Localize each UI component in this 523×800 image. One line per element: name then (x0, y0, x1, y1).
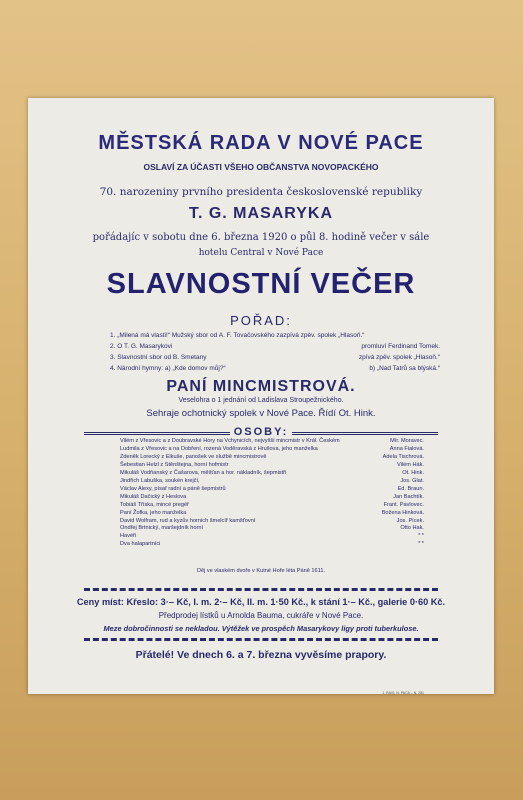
cast-row: Šebestian Helzl z Stěnštejna, horní hofmistr Vilém Hák. (120, 461, 424, 468)
program-heading: POŘAD: (230, 313, 292, 328)
cast-row: Havéři * * (120, 533, 424, 540)
cast-row: Jindřich Labuška, soukén krejčí, Jos. Glat. (120, 477, 424, 484)
play-performers: Sehraje ochotnický spolek v Nové Pace. Řídí Ot. Hink. (146, 408, 376, 419)
presale-info: Předprodej lístků u Arnolda Bauma, cukráře v Nové Pace. (158, 611, 364, 620)
cast-row: Zdeněk Lorecký z Elkuše, panošek ve službě mincmistrově Adela Tischrová. (120, 453, 424, 460)
cast-row: Ondřej Brtnický, maršejdník horní Otto Hak. (120, 525, 424, 532)
cast-row: Dva halapartníci * * (120, 541, 424, 548)
printer-mark: J. RAIS, N. PACA – N. 281 (382, 691, 424, 695)
occasion-line: 70. narozeniny prvního presidenta československé republiky (99, 186, 423, 198)
date-line: pořádajíc v sobotu dne 6. března 1920 o půl 8. hodině večer v sále (92, 232, 430, 243)
program-item: 2. O T. G. Masarykovi promluví Ferdinand Tomek. (110, 343, 440, 350)
cast-row: Ludmila z Vřesovic a na Dobření, rozená Vodĕravská z Hrušova, jeho manželka Anna Fialová. (120, 445, 424, 452)
cast-row: Mikuláš Dačický z Heslova Jan Bachtík. (120, 493, 424, 500)
venue-line: hotelu Central v Nové Pace (198, 248, 324, 258)
event-title: SLAVNOSTNÍ VEČER (106, 268, 416, 300)
cast-row: Mikuláš Vodňanský z Čašarova, měšťan a hor. nákladník, šepmistři Ot. Hink. (120, 469, 424, 476)
poster-title: MĚSTSKÁ RADA V NOVÉ PACE (98, 132, 424, 154)
honoree-name: T. G. MASARYKA (188, 205, 334, 222)
flags-notice: Přátelé! Ve dnech 6. a 7. března vyvěsíme prapory. (135, 649, 387, 661)
play-title: PANÍ MINCMISTROVÁ. (166, 378, 356, 395)
program-item: 3. Slavnostní sbor od B. Smetany zpívá zpěv. spolek „Hlasoň.“ (110, 354, 440, 361)
ticket-prices: Ceny míst: Křeslo: 3·– Kč, I. m. 2·– Kč, II. m. 1·50 Kč., k stání 1·– Kč., galerie 0·60 Kč. (76, 597, 446, 607)
cast-row: David Wolfram, rud a kyzův hornich šmelcíř kamšťovní Jos. Pícek. (120, 517, 424, 524)
divider-bottom (84, 638, 438, 641)
cast-heading: OSOBY: (28, 426, 494, 438)
proceeds-note: Meze dobročinnosti se nekladou. Výtěžek ve prospěch Masarykovy ligy proti tuberkulose. (103, 624, 419, 633)
cast-row: Vilém z Vřesovic a z Doubravské Hory na Vchynicích, nejvyšší mincmistr v Král. Českém Mír. Moravec. (120, 438, 424, 444)
program-item: 1. „Milená má vlasti!“ Mužský sbor od A. F. Tovačovského zazpívá zpěv. spolek „Hlasoň.“ (110, 332, 365, 339)
poster-subtitle: OSLAVÍ ZA ÚČASTI VŠEHO OBČANSTVA NOVOPACKÉHO (143, 162, 379, 172)
divider-top (84, 588, 438, 591)
cast-list (120, 438, 424, 549)
program-list (110, 330, 440, 374)
program-item: 4. Národní hymny: a) „Kde domov můj?“ b) „Nad Tatrů sa blýská.“ (110, 365, 440, 372)
poster (28, 98, 494, 694)
cast-row: Václav Alexy, písař radní a páně šepmistrů Ed. Braun. (120, 485, 424, 492)
play-subtitle: Veselohra o 1 jednání od Ladislava Stroupežnického. (178, 397, 344, 404)
cast-bracket-label: šepmistři (263, 469, 287, 476)
cast-row: Tobiáš Tříska, mincé pregéř Frant. Pavlovec. (120, 501, 424, 508)
cast-row: Paní Žofka, jeho manželka Božena Hinková. (120, 509, 424, 516)
setting-note: Děj ve vlaském dvoře v Kutné Hoře léta Páně 1611. (196, 568, 325, 574)
